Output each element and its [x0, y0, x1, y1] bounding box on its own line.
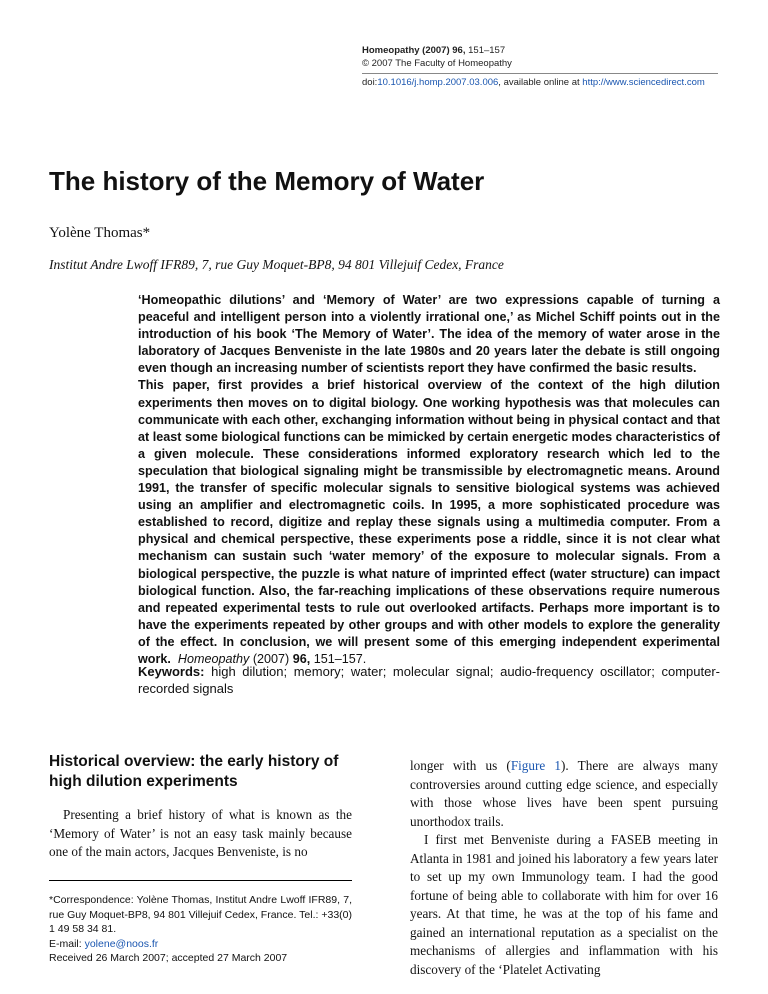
email-link[interactable]: yolene@noos.fr [84, 937, 159, 950]
body-text: ). There are always many controversies around cutting edge science, and especially with those whose lives have been spent pursuing unorthodox trails. [410, 758, 718, 829]
section-heading: Historical overview: the early history of high dilution experiments [49, 753, 339, 790]
sciencedirect-link[interactable]: http://www.sciencedirect.com [582, 77, 705, 88]
correspondence: *Correspondence: Yolène Thomas, Institut Andre Lwoff IFR89, 7, rue Guy Moquet-BP8, 94 801 Villejuif Cedex, France. Tel.: +33(0) 1 49 58 34 81. [49, 894, 352, 935]
page-range: 151–157 [468, 45, 506, 56]
abstract-paragraph: ‘Homeopathic dilutions’ and ‘Memory of Water’ are two expressions capable of turning a peaceful and intelligent person into a violently irrational one,’ as Michel Schiff points out in the introduction of his book ‘The Memory of Water’. The idea of the memory of water arose in the laboratory of Jacques Benveniste in the late 1980s and 20 years later the debate is still ongoing even though an increasing number of scientists report they have confirmed the basic results. [138, 293, 720, 376]
citation-volume: 96, [292, 651, 311, 666]
citation-pages: 151–157. [313, 651, 367, 666]
email-label: E-mail: [49, 937, 85, 950]
citation-year: (2007) [252, 651, 290, 666]
keywords-text: high dilution; memory; water; molecular signal; audio-frequency oscillator; computer-recorded signals [138, 664, 720, 696]
article-title: The history of the Memory of Water [49, 166, 485, 196]
abstract-paragraph [138, 377, 720, 668]
keywords [138, 663, 720, 697]
body-paragraph [410, 757, 718, 831]
citation-journal: Homeopathy [177, 651, 250, 666]
doi-link[interactable]: 10.1016/j.homp.2007.03.006 [377, 77, 499, 88]
abstract-text: This paper, first provides a brief historical overview of the context of the high dilution experiments then moves on to digital biology. One working hypothesis was that molecules can communicate with each other, exchanging information without being in physical contact and that at least some biological functions can be mimicked by certain energetic modes characteristics of a given molecule. These considerations informed exploratory research which led to the speculation that biological signaling might be transmissible by electromagnetic means. Around 1991, the transfer of specific molecular signals to sensitive biological systems was achieved using an amplifier and electromagnetic coils. In 1995, a more sophisticated procedure was established to record, digitize and replay these signals using a multimedia computer. From a physical and chemical perspective, these experiments pose a riddle, since it is not clear what mechanism can sustain such ‘water memory’ of the exposure to molecular signals. From a biological perspective, the puzzle is what nature of imprinted effect (water structure) can impact biological function. Also, the far-reaching implications of these observations require numerous and repeated experimental tests to rule out overlooked artifacts. Perhaps more important is to have the experiments repeated by other groups and with other models to explore the generality of the effect. In conclusion, we will present some of this emerging independent experimental work. [138, 378, 720, 666]
right-column-body [410, 757, 718, 979]
available-text: , available online at [498, 77, 583, 88]
footnote [49, 880, 352, 966]
figure-link[interactable]: Figure 1 [510, 758, 562, 773]
left-column-body [49, 806, 352, 862]
doi-label: doi: [362, 77, 378, 88]
body-text: longer with us ( [410, 758, 511, 773]
body-paragraph: I first met Benveniste during a FASEB meeting in Atlanta in 1981 and joined his laboratory a few years later to set up my own Immunology team. I had the good fortune of being able to collaborate with him for over 16 years. At that time, he was at the top of his fame and gained an international reputation as a specialist on the mechanisms of allergies and inflammation with his discovery of the ‘Platelet Activating [410, 832, 718, 977]
journal-header [362, 44, 718, 89]
author: Yolène Thomas* [49, 225, 151, 241]
journal-citation: Homeopathy (2007) 96, [362, 45, 466, 56]
keywords-label: Keywords: [138, 664, 205, 679]
header-divider [362, 73, 718, 74]
received-dates: Received 26 March 2007; accepted 27 March 2007 [49, 952, 288, 964]
copyright: © 2007 The Faculty of Homeopathy [362, 58, 512, 69]
abstract [138, 292, 720, 668]
affiliation: Institut Andre Lwoff IFR89, 7, rue Guy Moquet-BP8, 94 801 Villejuif Cedex, France [49, 257, 504, 272]
body-paragraph: Presenting a brief history of what is known as the ‘Memory of Water’ is not an easy task mainly because one of the main actors, Jacques Benveniste, is no [49, 807, 352, 859]
